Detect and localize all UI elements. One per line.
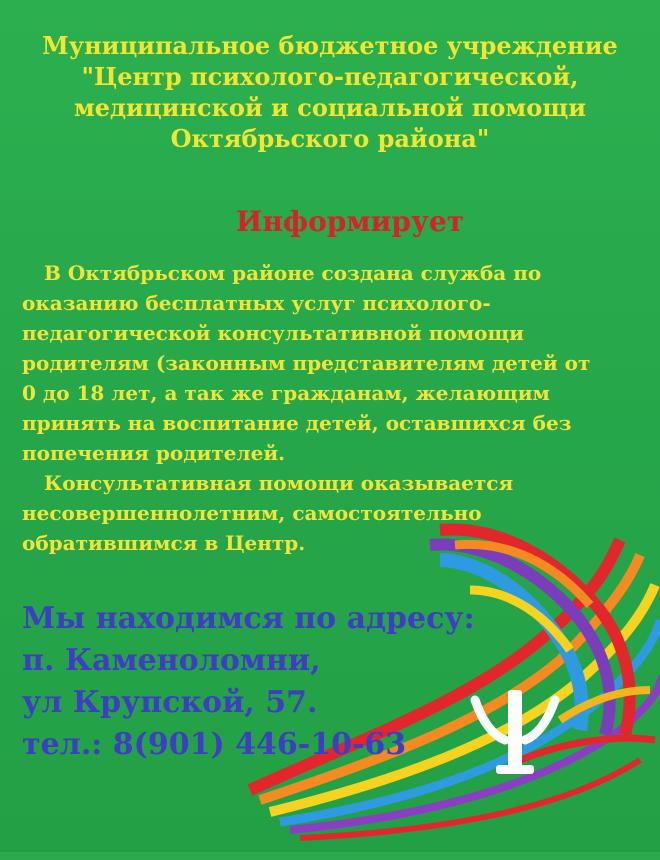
- address-phone: тел.: 8(901) 446-10-63: [22, 727, 407, 762]
- body-line: оказанию бесплатных услуг психолого-: [22, 291, 491, 315]
- body-line: В Октябрьском районе создана служба по: [44, 261, 542, 285]
- body-line: 0 до 18 лет, а так же гражданам, желающим: [22, 381, 550, 405]
- bottom-band: [0, 852, 660, 860]
- inform-title: Информирует: [235, 205, 465, 238]
- body-line: попечения родителей.: [22, 441, 286, 465]
- address-locality: п. Каменоломни,: [22, 643, 321, 678]
- body-line: обратившимся в Центр.: [22, 531, 306, 555]
- body-line: принять на воспитание детей, оставшихся без: [22, 411, 572, 435]
- address-heading: Мы находимся по адресу:: [22, 601, 475, 636]
- header-line: Муниципальное бюджетное учреждение: [42, 31, 618, 60]
- body-line: несовершеннолетним, самостоятельно: [22, 501, 482, 525]
- organization-header: [30, 30, 630, 154]
- body-line: педагогической консультативной помощи: [22, 321, 524, 345]
- body-line: родителям (законным представителям детей от: [22, 351, 591, 375]
- header-line: медицинской и социальной помощи: [73, 93, 587, 122]
- header-line: Октябрьского района": [170, 124, 490, 153]
- announcement-text: [22, 258, 642, 558]
- header-line: "Центр психолого-педагогической,: [81, 62, 579, 91]
- address-street: ул Крупской, 57.: [22, 685, 318, 720]
- body-line: Консультативная помощи оказывается: [44, 471, 514, 495]
- address-block: [22, 598, 642, 766]
